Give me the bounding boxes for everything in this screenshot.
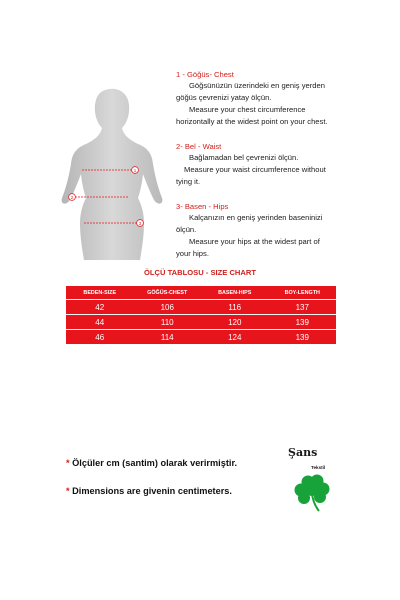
note-turkish <box>66 458 237 468</box>
waist-text-en-1: Measure your waist circumference without <box>184 165 326 174</box>
table-header-row <box>66 286 336 300</box>
cell-length: 139 <box>269 315 337 330</box>
cell-hips: 120 <box>201 315 269 330</box>
hips-text-tr-2: ölçün. <box>176 225 197 234</box>
note-turkish-text: Ölçüler cm (santim) olarak verirmiştir. <box>72 458 238 468</box>
cell-length: 139 <box>269 330 337 345</box>
waist-text-tr-1: Bağlamadan bel çevrenizi ölçün. <box>189 153 299 162</box>
note-english-text: Dimensions are givenin centimeters. <box>72 486 232 496</box>
header-chest: GÖĞÜS-CHEST <box>134 286 202 300</box>
waist-title: 2- Bel - Waist <box>176 142 222 151</box>
brand-subtitle: Tekstil <box>311 465 326 470</box>
cell-hips: 116 <box>201 300 269 315</box>
note-star-icon: * <box>66 486 70 496</box>
header-hips: BASEN-HIPS <box>201 286 269 300</box>
table-row <box>66 315 336 330</box>
note-star-icon: * <box>66 458 70 468</box>
header-length: BOY-LENGTH <box>269 286 337 300</box>
header-size: BEDEN-SIZE <box>66 286 134 300</box>
waist-text-en-2: tying it. <box>176 177 201 186</box>
marker-2-label: 2 <box>70 195 74 200</box>
marker-2 <box>69 194 76 201</box>
marker-3-label: 3 <box>138 221 142 226</box>
hips-text-tr-1: Kalçanızın en geniş yerinden baseninizi <box>189 213 323 222</box>
chest-text-en-2: horizontally at the widest point on your chest. <box>176 117 328 126</box>
hips-text-en-2: your hips. <box>176 249 209 258</box>
table-row <box>66 300 336 315</box>
chest-text-en-1: Measure your chest circumference <box>189 105 306 114</box>
brand-name: Şans <box>288 446 318 459</box>
size-chart-title: ÖLÇÜ TABLOSU - SIZE CHART <box>143 268 257 277</box>
clover-icon <box>292 472 334 512</box>
cell-size: 46 <box>66 330 134 345</box>
marker-3 <box>137 220 144 227</box>
cell-size: 42 <box>66 300 134 315</box>
chest-text-tr-1: Göğsünüzün üzerindeki en geniş yerden <box>189 81 325 90</box>
cell-length: 137 <box>269 300 337 315</box>
silhouette <box>62 89 163 260</box>
note-english <box>66 486 232 496</box>
size-chart-table <box>66 286 336 344</box>
hips-title: 3- Basen - Hips <box>176 202 229 211</box>
chest-title: 1 - Göğüs- Chest <box>176 70 234 79</box>
cell-chest: 114 <box>134 330 202 345</box>
chest-text-tr-2: göğüs çevrenizi yatay ölçün. <box>176 93 272 102</box>
cell-size: 44 <box>66 315 134 330</box>
marker-1-label: 1 <box>133 168 137 173</box>
table-row <box>66 330 336 345</box>
marker-1 <box>132 167 139 174</box>
cell-chest: 110 <box>134 315 202 330</box>
body-measurement-figure <box>58 84 176 260</box>
hips-text-en-1: Measure your hips at the widest part of <box>189 237 320 246</box>
cell-chest: 106 <box>134 300 202 315</box>
cell-hips: 124 <box>201 330 269 345</box>
